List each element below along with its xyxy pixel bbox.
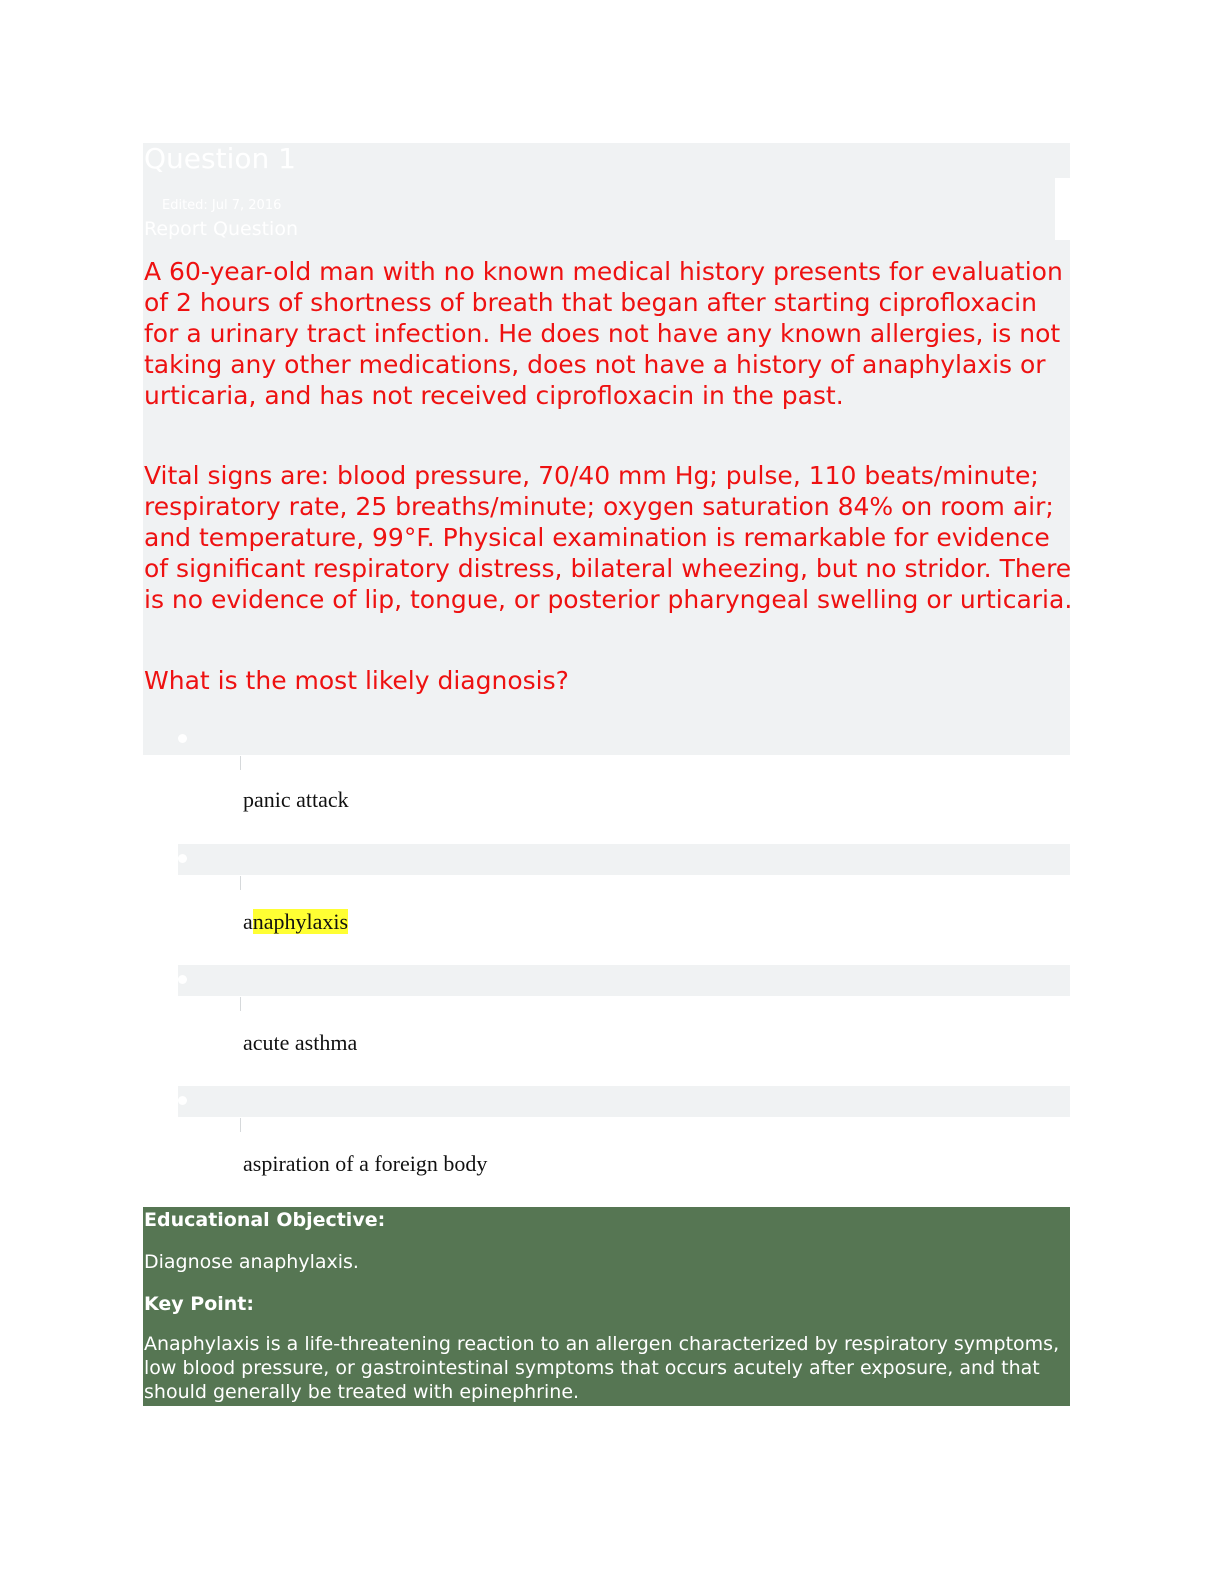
option-2-label-prefix: a [243, 909, 253, 934]
option-1-label[interactable]: panic attack [243, 787, 349, 812]
objective-text: Diagnose anaphylaxis. [144, 1251, 359, 1273]
report-question-link[interactable]: Report Question [144, 218, 299, 240]
edited-date: Edited: Jul 7, 2016 [162, 198, 282, 213]
option-2-label[interactable] [243, 909, 348, 935]
question-prompt: What is the most likely diagnosis? [144, 666, 569, 695]
option-divider [240, 756, 241, 770]
option-2-bar [178, 844, 1070, 875]
option-4-label[interactable]: aspiration of a foreign body [243, 1151, 488, 1176]
option-3-radio[interactable] [178, 975, 187, 984]
option-3-bar [178, 965, 1070, 996]
question-stem-paragraph-1: A 60-year-old man with no known medical history presents for evaluation of 2 hours of shortness of breath that began after starting ciprofloxacin for a urinary tract infection. He does not have any known allergies, is not taking any other medications, does not have a history of anaphylaxis or urticaria, and has not received ciprofloxacin in the past. [144, 257, 1063, 410]
option-divider [240, 997, 241, 1011]
option-divider [240, 1118, 241, 1132]
question-title: Question 1 [144, 142, 296, 175]
objective-heading: Educational Objective: [144, 1209, 386, 1231]
option-4-bar [178, 1086, 1070, 1117]
option-divider [240, 876, 241, 890]
option-2-radio[interactable] [178, 854, 187, 863]
option-4-radio[interactable] [178, 1096, 187, 1105]
question-stem-paragraph-2: Vital signs are: blood pressure, 70/40 mm Hg; pulse, 110 beats/minute; respiratory rate, 25 breaths/minute; oxygen saturation 84% on room air; and temperature, 99°F. Physical examination is remarkable for evidence of significant respiratory distress, bilateral wheezing, but no stridor. There is no evidence of lip, tongue, or posterior pharyngeal swelling or urticaria. [144, 461, 1073, 614]
key-point-text: Anaphylaxis is a life-threatening reaction to an allergen characterized by respiratory symptoms, low blood pressure, or gastrointestinal symptoms that occurs acutely after exposure, and that should generally be treated with epinephrine. [144, 1333, 1060, 1403]
option-2-label-highlighted: naphylaxis [252, 909, 349, 934]
option-3-label[interactable]: acute asthma [243, 1030, 358, 1055]
option-1-radio[interactable] [178, 734, 187, 743]
key-point-heading: Key Point: [144, 1293, 254, 1315]
panel-side-tab [1055, 178, 1070, 240]
